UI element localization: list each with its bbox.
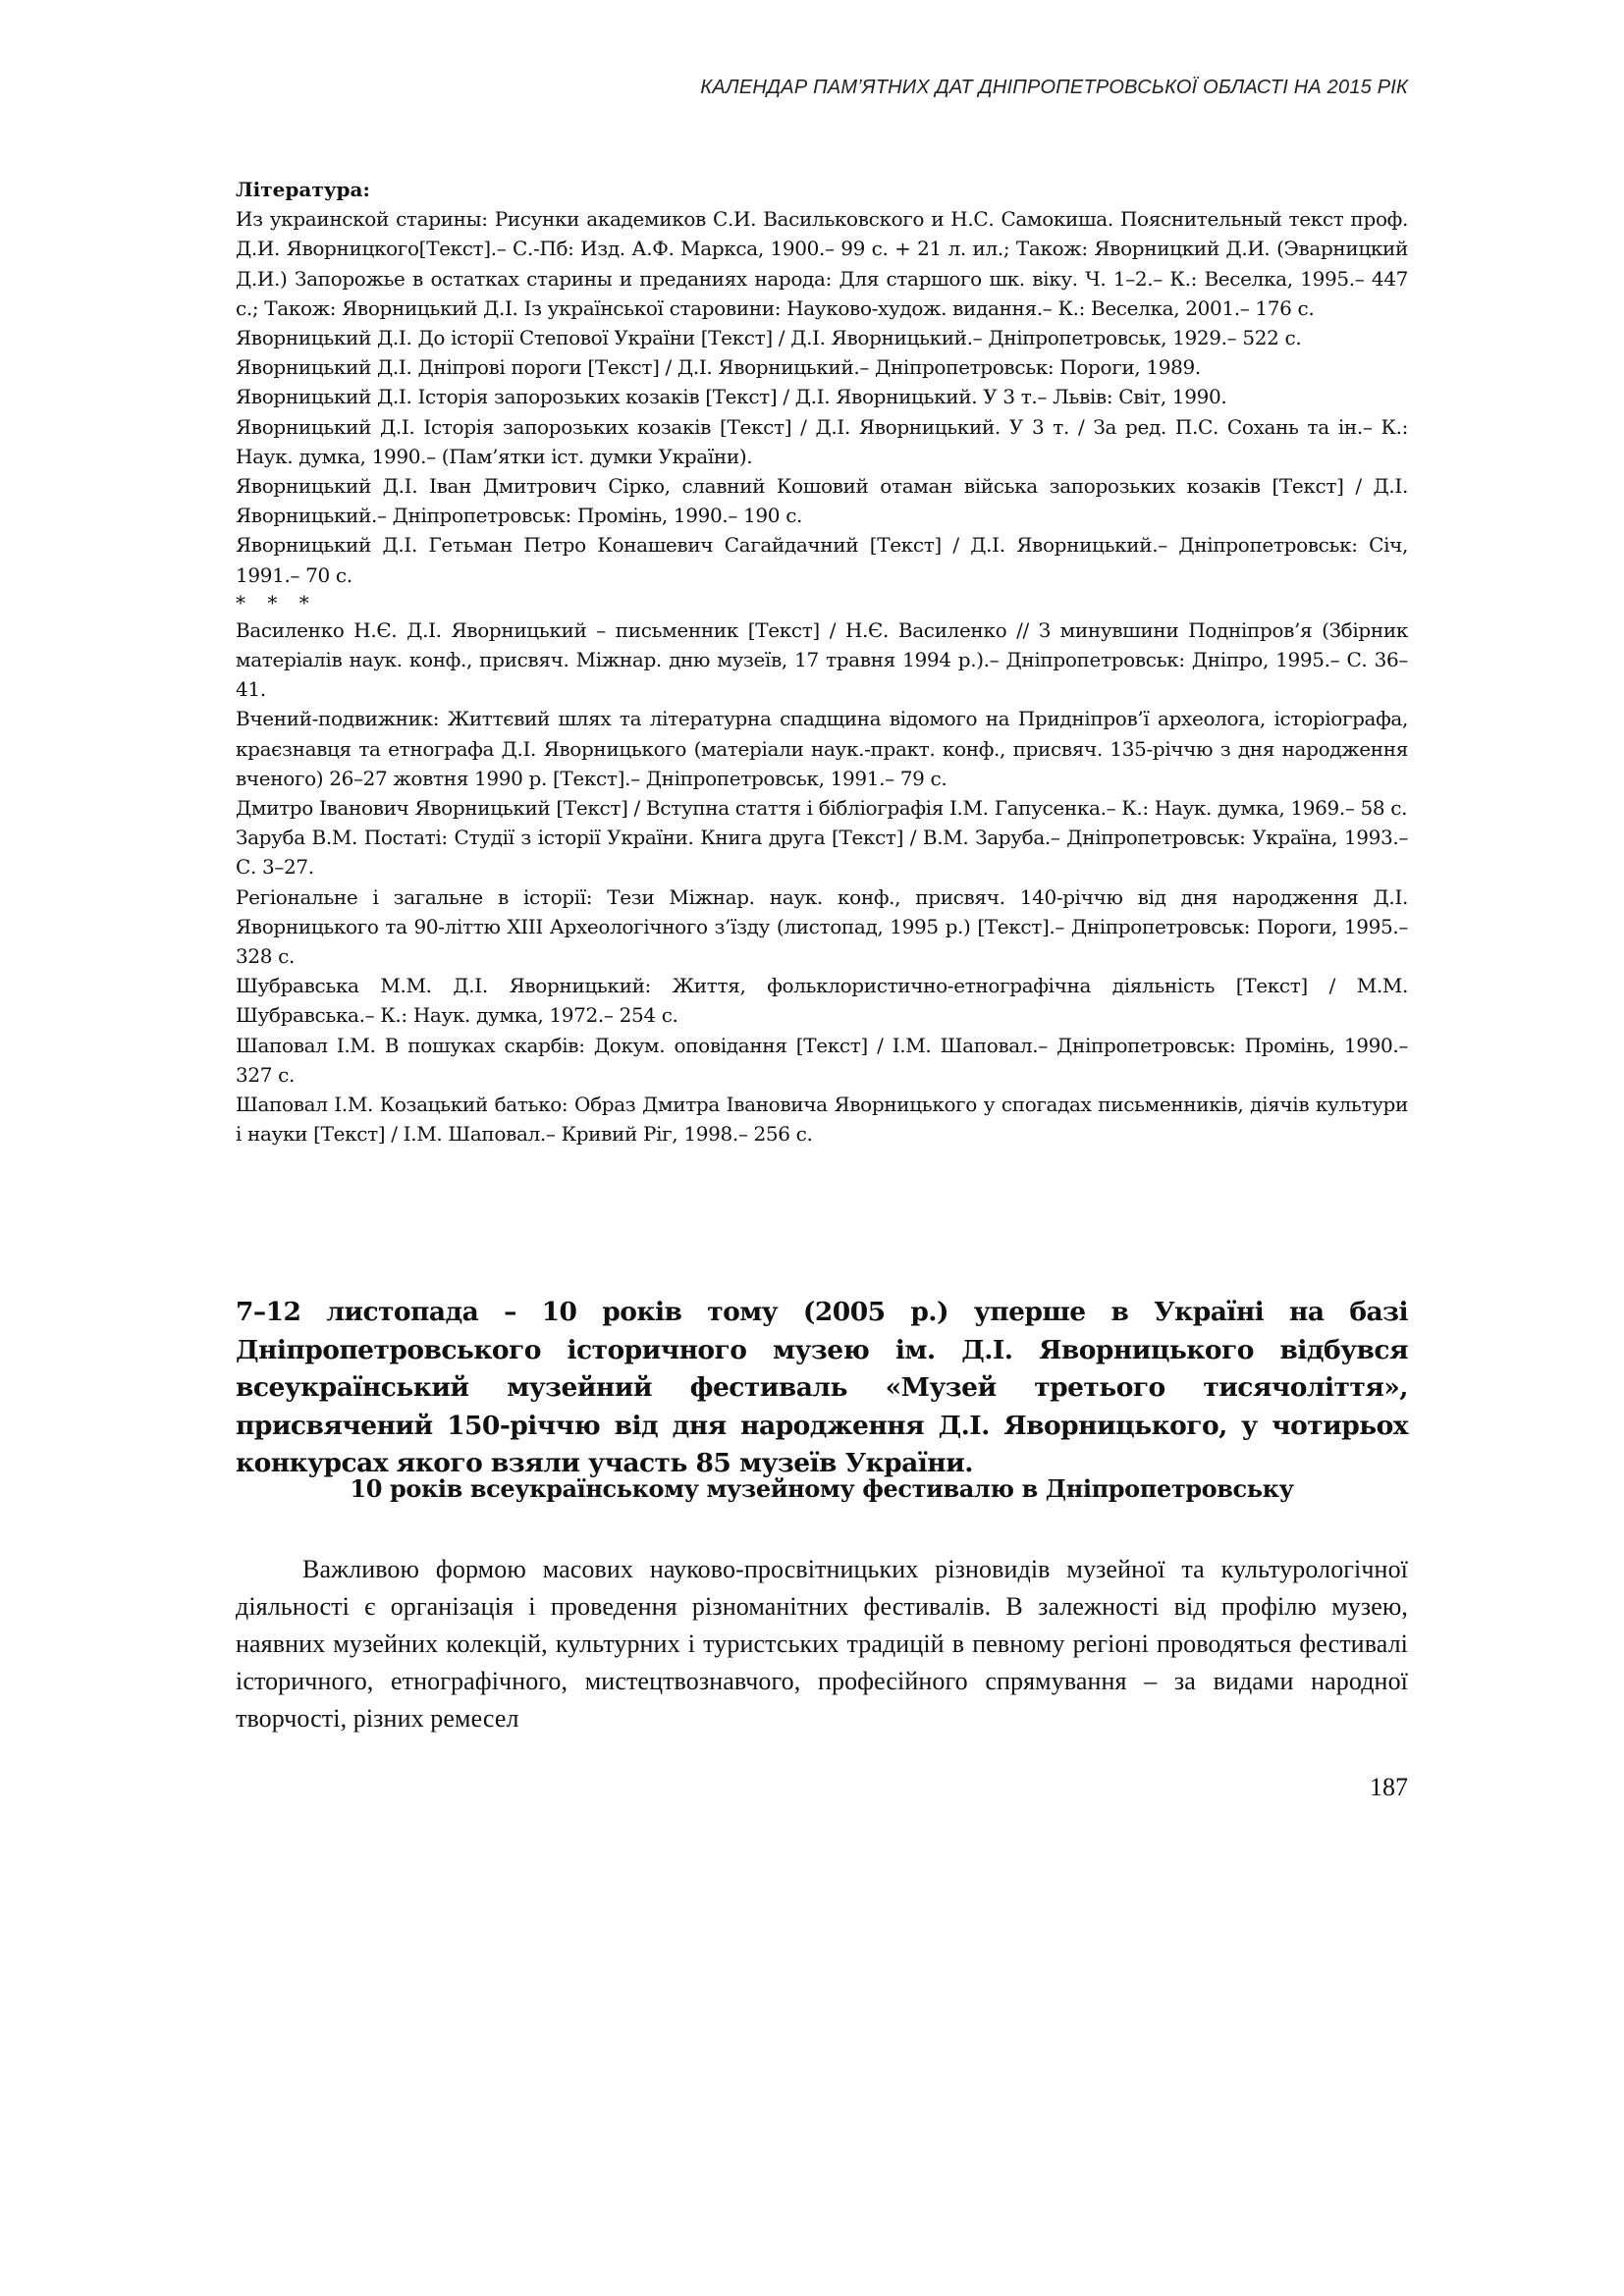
section-separator: * * * xyxy=(236,590,317,614)
literature-section xyxy=(236,175,1408,1149)
literature-entry: Регіональне і загальне в історії: Тези Міжнар. наук. конф., присвяч. 140-річчю від дня народження Д.І. Яворницького та 90-літтю XIII Археологічного з’їзду (листопад, 1995 р.) [Текст].– Дніпропетровськ: Пороги, 1995.– 328 с. xyxy=(236,884,1408,969)
literature-entry: Шаповал І.М. Козацький батько: Образ Дмитра Івановича Яворницького у спогадах письменників, діячів культури і науки [Текст] / І.М. Шаповал.– Кривий Ріг, 1998.– 256 с. xyxy=(236,1093,1408,1147)
literature-entry: Яворницький Д.І. Дніпрові пороги [Текст] / Д.І. Яворницький.– Дніпропетровськ: Пороги, 1989. xyxy=(236,355,1201,380)
literature-entry: Дмитро Іванович Яворницький [Текст] / Вступна стаття і бібліографія І.М. Гапусенка.– К.: Наук. думка, 1969.– 58 с. xyxy=(236,796,1408,821)
literature-entry: Шубравська М.М. Д.І. Яворницький: Життя, фольклористично-етнографічна діяльність [Текст] / М.М. Шубравська.– К.: Наук. думка, 1972.– 254 с. xyxy=(236,974,1408,1028)
event-announcement: 7–12 листопада – 10 років тому (2005 р.) уперше в Україні на базі Дніпропетровського історичного музею ім. Д.І. Яворницького відбувся всеукраїнський музейний фестиваль «Музей третього тисячоліття», присвячений 150-річчю від дня народження Д.І. Яворницького, у чотирьох конкурсах якого взяли участь 85 музеїв України. xyxy=(236,1297,1408,1478)
literature-entry: Яворницький Д.І. Історія запорозьких козаків [Текст] / Д.І. Яворницький. У 3 т. / За ред. П.С. Сохань та ін.– К.: Наук. думка, 1990.– (Пам’ятки іст. думки України). xyxy=(236,414,1408,468)
running-header: КАЛЕНДАР ПАМ’ЯТНИХ ДАТ ДНІПРОПЕТРОВСЬКОЇ ОБЛАСТІ НА 2015 РІК xyxy=(700,77,1408,98)
page-number: 187 xyxy=(1370,1773,1408,1801)
literature-entry: Заруба В.М. Постаті: Студії з історії України. Книга друга [Текст] / В.М. Заруба.– Дніпропетровськ: Україна, 1993.– С. 3–27. xyxy=(236,826,1408,880)
literature-entry: Яворницький Д.І. До історії Степової України [Текст] / Д.І. Яворницький.– Дніпропетровськ, 1929.– 522 с. xyxy=(236,326,1302,350)
literature-entry: Шаповал І.М. В пошуках скарбів: Докум. оповідання [Текст] / І.М. Шаповал.– Дніпропетровськ: Промінь, 1990.– 327 с. xyxy=(236,1033,1408,1087)
literature-entry: Яворницький Д.І. Гетьман Петро Конашевич Сагайдачний [Текст] / Д.І. Яворницький.– Дніпропетровськ: Січ, 1991.– 70 с. xyxy=(236,533,1408,587)
literature-entry: Из украинской старины: Рисунки академиков С.И. Васильковского и Н.С. Самокиша. Пояснительный текст проф. Д.И. Яворницкого[Текст].– С.-Пб: Изд. А.Ф. Маркса, 1900.– 99 с. + 21 л. ил.; Також: Яворницкий Д.И. (Эварницкий Д.И.) Запорожье в остатках старины и преданиях народа: Для старшого шк. віку. Ч. 1–2.– К.: Веселка, 1995.– 447 с.; Також: Яворницький Д.І. Із української старовини: Науково-худож. видання.– К.: Веселка, 2001.– 176 с. xyxy=(236,207,1408,320)
literature-entry: Василенко Н.Є. Д.І. Яворницький – письменник [Текст] / Н.Є. Василенко // З минувшини Подніпров’я (Збірник матеріалів наук. конф., присвяч. Міжнар. дню музеїв, 17 травня 1994 р.).– Дніпропетровськ: Дніпро, 1995.– С. 36–41. xyxy=(236,617,1408,702)
article-title: 10 років всеукраїнському музейному фестивалю в Дніпропетровську xyxy=(350,1474,1294,1503)
literature-heading: Література: xyxy=(236,178,370,201)
article-paragraph: Важливою формою масових науково-просвітницьких різновидів музейної та культурологічної діяльності є організація і проведення різноманітних фестивалів. В залежності від профілю музею, наявних музейних колекцій, культурних і туристських традицій в певному регіоні проводяться фестивалі історичного, етнографічного, мистецтвознавчого, професійного спрямування – за видами народної творчості, різних ремесел xyxy=(236,1555,1408,1733)
literature-entry: Вчений-подвижник: Життєвий шлях та літературна спадщина відомого на Придніпров’ї археолога, історіографа, краєзнавця та етнографа Д.І. Яворницького (матеріали наук.-практ. конф., присвяч. 135-річчю з дня народження вченого) 26–27 жовтня 1990 р. [Текст].– Дніпропетровськ, 1991.– 79 с. xyxy=(236,707,1408,790)
literature-entry: Яворницький Д.І. Іван Дмитрович Сірко, славний Кошовий отаман війська запорозьких козаків [Текст] / Д.І. Яворницький.– Дніпропетровськ: Промінь, 1990.– 190 с. xyxy=(236,474,1408,528)
literature-entry: Яворницький Д.І. Історія запорозьких козаків [Текст] / Д.І. Яворницький. У 3 т.– Львів: Світ, 1990. xyxy=(236,385,1227,409)
